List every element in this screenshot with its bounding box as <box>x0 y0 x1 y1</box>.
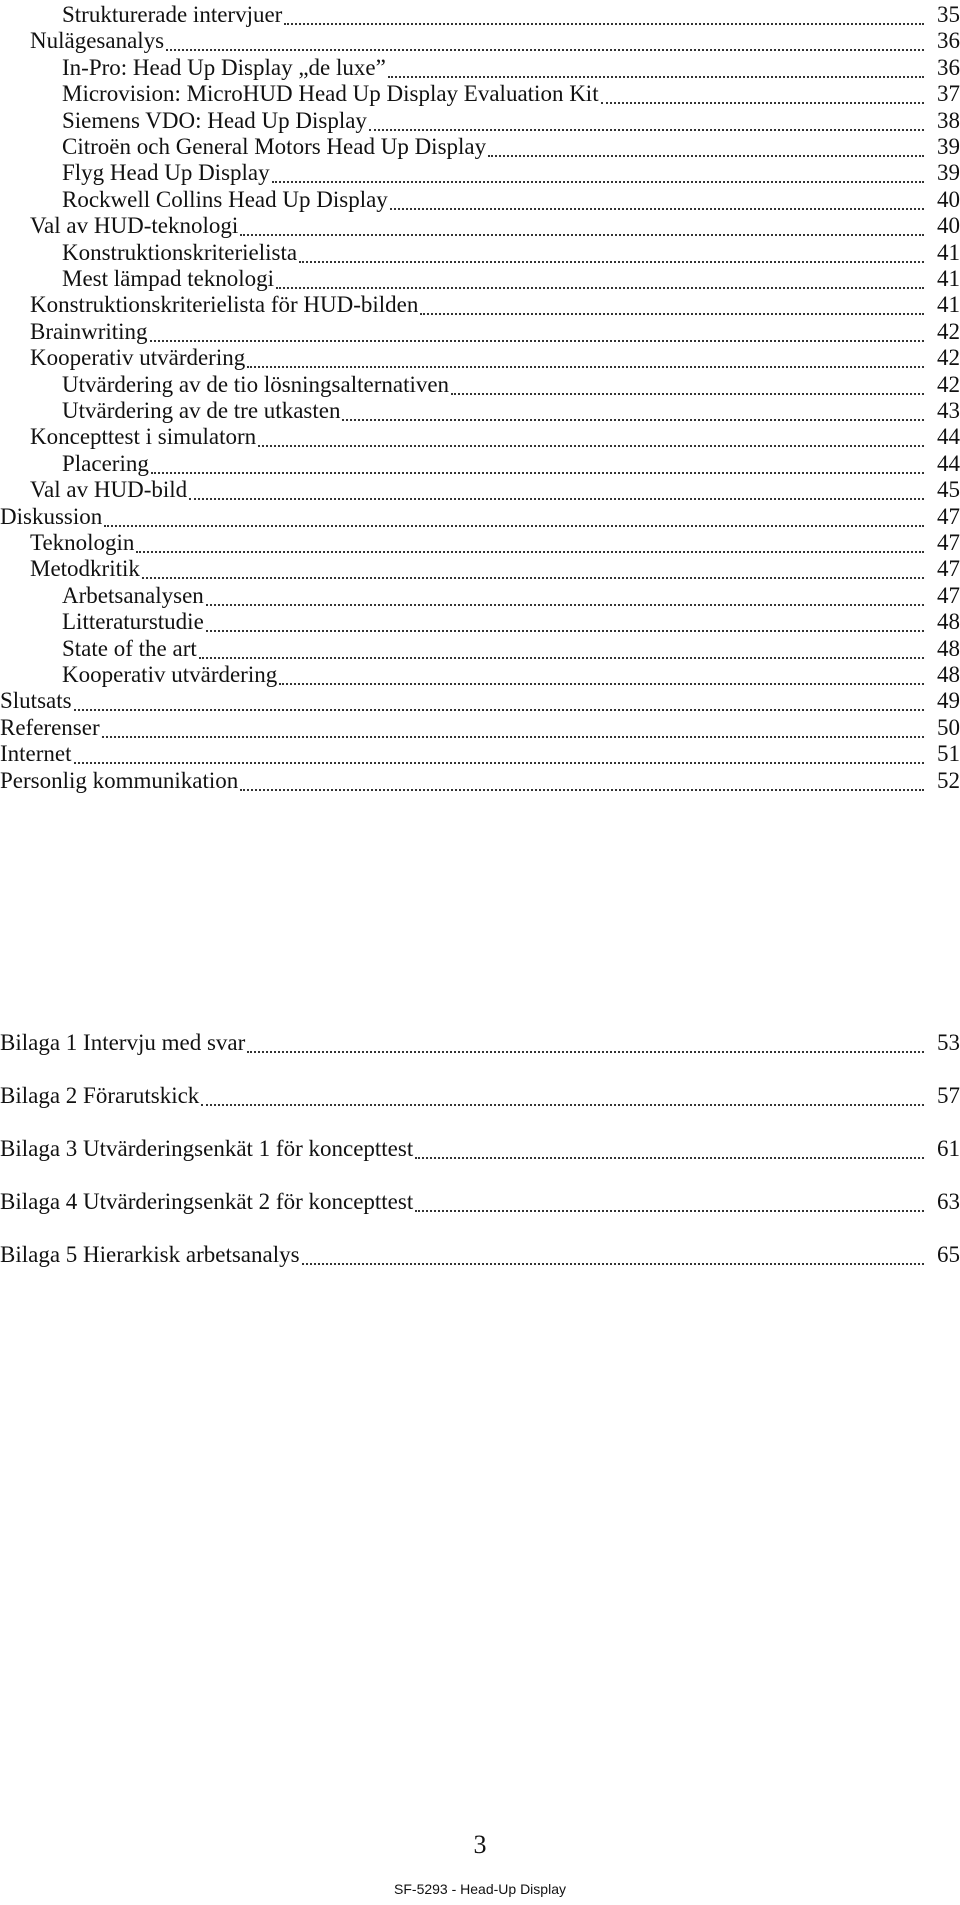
toc-entry-title: Personlig kommunikation <box>0 767 239 793</box>
toc-dot-leader <box>279 663 924 685</box>
toc-dot-leader <box>151 452 924 474</box>
toc-entry-title: Konstruktionskriterielista <box>62 239 298 265</box>
toc-entry-title: Kooperativ utvärdering <box>30 345 246 371</box>
toc-entry-title: Utvärdering av de tio lösningsalternativen <box>62 371 450 397</box>
toc-entry-title: Litteraturstudie <box>62 609 204 635</box>
toc-dot-leader <box>272 161 924 183</box>
toc-entry-page: 42 <box>937 318 960 344</box>
toc-entry-title: State of the art <box>62 635 197 661</box>
toc-entry-title: Siemens VDO: Head Up Display <box>62 107 367 133</box>
toc-dot-leader <box>415 1137 924 1159</box>
toc-entry-page: 48 <box>937 635 960 661</box>
toc-entry-page: 36 <box>937 54 960 80</box>
toc-entry[interactable] <box>0 765 960 795</box>
toc-entry-page: 41 <box>937 292 960 318</box>
toc-dot-leader <box>199 637 924 659</box>
toc-entry-title: Val av HUD-teknologi <box>30 213 239 239</box>
toc-entry-page: 42 <box>937 371 960 397</box>
toc-entry-title: Brainwriting <box>30 318 148 344</box>
toc-dot-leader <box>258 425 924 447</box>
toc-dot-leader <box>601 82 924 104</box>
toc-entry-title: Utvärdering av de tre utkasten <box>62 398 341 423</box>
toc-dot-leader <box>166 29 924 51</box>
toc-dot-leader <box>390 188 924 210</box>
toc-entry-page: 38 <box>937 107 960 133</box>
toc-dot-leader <box>420 293 924 315</box>
toc-entry-page: 47 <box>937 503 960 529</box>
toc-entry-title: Microvision: MicroHUD Head Up Display Evaluation Kit <box>62 81 599 107</box>
toc-entry-title: Placering <box>62 450 149 476</box>
toc-entry-title: Koncepttest i simulatorn <box>30 424 257 450</box>
toc-entry-page: 39 <box>937 134 960 159</box>
toc-dot-leader <box>142 557 924 579</box>
toc-entry-title: Bilaga 2 Förarutskick <box>0 1083 200 1108</box>
toc-entry-title: Nulägesanalys <box>30 28 165 54</box>
toc-entry-title: Bilaga 4 Utvärderingsenkät 2 för koncepttest <box>0 1189 414 1214</box>
toc-entry-title: Flyg Head Up Display <box>62 160 270 186</box>
toc-dot-leader <box>136 531 924 553</box>
toc-dot-leader <box>240 214 924 236</box>
toc-dot-leader <box>488 135 924 157</box>
toc-entry-page: 40 <box>937 186 960 212</box>
toc-dot-leader <box>247 1031 924 1053</box>
toc-dot-leader <box>74 742 924 764</box>
toc-entry-title: Kooperativ utvärdering <box>62 662 278 687</box>
toc-dot-leader <box>415 1190 924 1212</box>
toc-entry-page: 40 <box>937 213 960 239</box>
toc-entry-title: Val av HUD-bild <box>30 477 188 503</box>
toc-entry-page: 57 <box>937 1083 960 1108</box>
toc-entry-page: 47 <box>937 530 960 555</box>
toc-entry-page: 61 <box>937 1136 960 1161</box>
toc-dot-leader <box>451 373 924 395</box>
toc-dot-leader <box>388 56 924 78</box>
toc-entry-title: Mest lämpad teknologi <box>62 266 275 291</box>
toc-entry[interactable] <box>0 1186 960 1216</box>
toc-entry-page: 51 <box>937 741 960 767</box>
toc-entry-page: 37 <box>937 81 960 107</box>
toc-entry-title: Metodkritik <box>30 556 140 582</box>
toc-dot-leader <box>206 610 924 632</box>
toc-dot-leader <box>102 716 924 738</box>
toc-dot-leader <box>342 399 924 421</box>
toc-entry-title: Bilaga 3 Utvärderingsenkät 1 för koncepttest <box>0 1136 414 1161</box>
toc-entry[interactable] <box>0 1027 960 1057</box>
toc-entry-title: Referenser <box>0 714 100 740</box>
toc-entry-page: 43 <box>937 398 960 423</box>
toc-dot-leader <box>276 267 924 289</box>
toc-dot-leader <box>74 689 924 711</box>
toc-entry-page: 47 <box>937 556 960 582</box>
toc-entry-page: 47 <box>937 582 960 608</box>
toc-entry[interactable] <box>0 1239 960 1269</box>
toc-entry[interactable] <box>0 1133 960 1163</box>
toc-entry-page: 50 <box>937 714 960 740</box>
toc-dot-leader <box>369 109 924 131</box>
toc-entry[interactable] <box>0 1080 960 1110</box>
toc-entry-title: Arbetsanalysen <box>62 582 204 608</box>
toc-dot-leader <box>247 346 924 368</box>
toc-entry-page: 36 <box>937 28 960 54</box>
toc-dot-leader <box>201 1084 924 1106</box>
toc-entry-page: 35 <box>937 2 960 27</box>
toc-entry-page: 39 <box>937 160 960 186</box>
toc-dot-leader <box>150 320 924 342</box>
toc-dot-leader <box>240 769 924 791</box>
toc-entry-page: 65 <box>937 1242 960 1267</box>
toc-entry-page: 44 <box>937 450 960 476</box>
toc-entry-title: Rockwell Collins Head Up Display <box>62 186 388 212</box>
toc-entry-title: Strukturerade intervjuer <box>62 2 283 27</box>
toc-entry-page: 45 <box>937 477 960 503</box>
toc-entry-title: Konstruktionskriterielista för HUD-bilden <box>30 292 419 318</box>
toc-entry-title: Bilaga 5 Hierarkisk arbetsanalys <box>0 1242 300 1267</box>
toc-entry-page: 52 <box>937 767 960 793</box>
toc-entry-page: 41 <box>937 266 960 291</box>
toc-entry-page: 48 <box>937 662 960 687</box>
toc-entry-title: In-Pro: Head Up Display „de luxe” <box>62 54 386 80</box>
toc-entry-title: Diskussion <box>0 503 103 529</box>
toc-dot-leader <box>299 241 924 263</box>
toc-entry-title: Teknologin <box>30 530 135 555</box>
toc-entry-page: 53 <box>937 1030 960 1055</box>
toc-dot-leader <box>284 3 924 25</box>
toc-dot-leader <box>189 478 924 500</box>
toc-entry-title: Slutsats <box>0 688 72 714</box>
toc-entry-title: Citroën och General Motors Head Up Display <box>62 134 487 159</box>
toc-dot-leader <box>302 1243 924 1265</box>
toc-entry-page: 41 <box>937 239 960 265</box>
document-footer-label: SF-5293 - Head-Up Display <box>394 1881 566 1897</box>
toc-dot-leader <box>206 584 924 606</box>
toc-entry-page: 42 <box>937 345 960 371</box>
toc-entry-page: 48 <box>937 609 960 635</box>
toc-entry-page: 44 <box>937 424 960 450</box>
toc-entry-title: Bilaga 1 Intervju med svar <box>0 1030 246 1055</box>
page-number: 3 <box>473 1830 487 1859</box>
toc-entry-title: Internet <box>0 741 72 767</box>
toc-entry-page: 49 <box>937 688 960 714</box>
toc-entry-page: 63 <box>937 1189 960 1214</box>
toc-dot-leader <box>104 505 924 527</box>
